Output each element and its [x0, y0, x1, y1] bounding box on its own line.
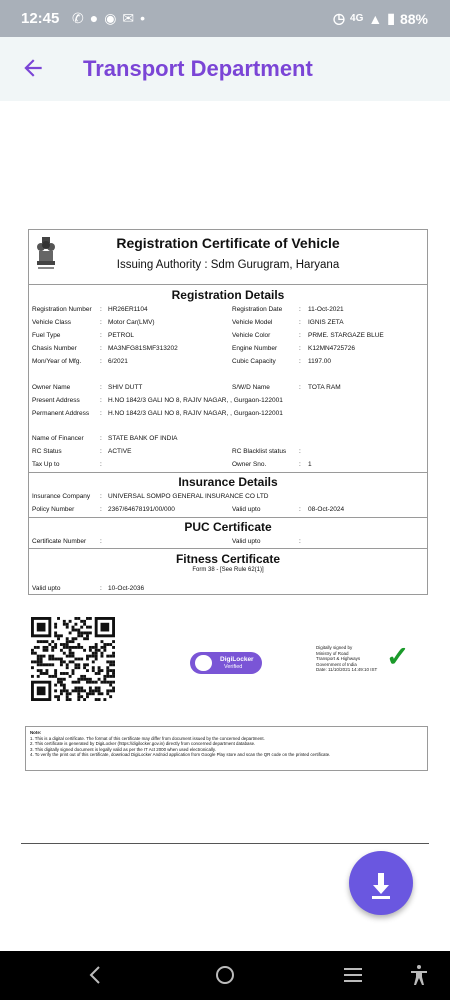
note-line: 1. This is a digital certificate. The format of this certificate may differ from document issued by the concerned department.: [30, 735, 265, 741]
back-arrow-icon[interactable]: [20, 55, 46, 81]
digital-signature: [316, 645, 396, 673]
field-value: 10-Oct-2036: [108, 585, 145, 592]
field-label: Tax Up to: [32, 461, 60, 468]
mail-icon: ✉: [122, 10, 135, 26]
field-label: Valid upto: [232, 538, 261, 545]
signal-icon: ▲: [368, 10, 383, 27]
rc-certificate: [28, 229, 428, 595]
colon: :: [299, 448, 301, 455]
field-value: MA3NFG81SMF313202: [108, 345, 178, 352]
issuing-authority: Issuing Authority : Sdm Gurugram, Haryana: [116, 259, 340, 271]
signature-line: Ministry of Road: [316, 650, 349, 656]
colon: :: [100, 585, 102, 592]
field-label: Engine Number: [232, 345, 278, 352]
colon: :: [100, 358, 102, 365]
field-label: RC Status: [32, 448, 62, 455]
field-value: IGNIS ZETA: [308, 319, 344, 326]
signature-line: Government of India: [316, 661, 357, 667]
divider: [29, 517, 427, 518]
download-button[interactable]: [349, 851, 413, 915]
alarm-icon: ◷: [332, 10, 346, 26]
field-value: STATE BANK OF INDIA: [108, 435, 178, 442]
note-line: 3. This digitally signed document is legally valid as per the IT Act 2000 when used electronically.: [30, 746, 216, 752]
app-bar: [0, 37, 450, 101]
colon: :: [100, 319, 102, 326]
field-label: S/W/D Name: [232, 384, 270, 391]
battery-level: 88%: [399, 10, 428, 27]
field-label: Owner Sno.: [232, 461, 267, 468]
page-title: Transport Department: [83, 56, 313, 81]
certificate-title: Registration Certificate of Vehicle: [116, 235, 340, 251]
colon: :: [100, 332, 102, 339]
digilocker-verified-badge: [190, 652, 262, 674]
chat-icon: ●: [89, 10, 99, 26]
field-value: 2367/64678191/00/000: [108, 506, 175, 513]
colon: :: [100, 461, 102, 468]
note-line: 2. This certificate is generated by DigiLocker (https://digilocker.gov.in) directly from concerned department database.: [30, 741, 256, 747]
colon: :: [100, 410, 102, 417]
field-value: 1197.00: [308, 358, 332, 365]
field-value: 08-Oct-2024: [308, 506, 345, 513]
nav-back-icon[interactable]: [85, 964, 107, 986]
fitness-certificate-heading: Fitness Certificate: [175, 552, 281, 566]
divider: [21, 843, 429, 844]
field-value: 1: [308, 461, 312, 468]
colon: :: [299, 384, 301, 391]
colon: :: [100, 345, 102, 352]
verified-label: Verified: [224, 664, 243, 670]
colon: :: [100, 435, 102, 442]
note-line: 4. To verify the print out of this certificate, download DigiLocker Android application from Google Play store and scan the QR code on the printed certificate.: [30, 752, 331, 758]
digilocker-label: DigiLocker: [220, 656, 254, 663]
colon: :: [299, 319, 301, 326]
signature-date: Date: 11/10/2021 14:49:10 IST: [316, 667, 378, 672]
colon: :: [100, 448, 102, 455]
field-label: Owner Name: [32, 384, 71, 391]
whatsapp-icon: ✆: [72, 10, 84, 26]
field-label: Valid upto: [32, 585, 61, 592]
colon: :: [299, 538, 301, 545]
colon: :: [100, 493, 102, 500]
field-label: Registration Date: [232, 306, 283, 313]
colon: :: [299, 332, 301, 339]
field-label: Cubic Capacity: [232, 358, 276, 365]
registration-details-heading: Registration Details: [171, 288, 285, 302]
field-label: Vehicle Class: [32, 319, 72, 326]
colon: :: [100, 397, 102, 404]
accessibility-icon[interactable]: [408, 964, 430, 986]
facebook-icon: ◉: [104, 10, 117, 26]
colon: :: [299, 461, 301, 468]
field-value: H.NO 1842/3 GALI NO 8, RAJIV NAGAR, , Gurgaon-122001: [108, 410, 283, 417]
dot-icon: •: [140, 10, 146, 26]
field-value: Motor Car(LMV): [108, 319, 155, 326]
colon: :: [299, 345, 301, 352]
insurance-details-heading: Insurance Details: [178, 475, 278, 489]
field-value: PRME. STARGAZE BLUE: [308, 332, 384, 339]
divider: [29, 548, 427, 549]
field-value: SHIV DUTT: [108, 384, 143, 391]
field-value: K12MN4725726: [308, 345, 355, 352]
field-label: RC Blacklist status: [232, 448, 287, 455]
colon: :: [299, 358, 301, 365]
download-icon: [349, 851, 413, 915]
field-label: Chasis Number: [32, 345, 77, 352]
network-label: 4G: [350, 13, 364, 24]
colon: :: [299, 306, 301, 313]
field-value: HR26ER1104: [108, 306, 148, 313]
field-label: Registration Number: [32, 306, 92, 313]
field-label: Vehicle Color: [232, 332, 271, 339]
field-value: TOTA RAM: [308, 384, 341, 391]
note-title: Note:: [30, 730, 42, 735]
field-label: Insurance Company: [32, 493, 91, 500]
status-time: 12:45: [21, 10, 60, 27]
nav-home-icon[interactable]: [214, 964, 236, 986]
divider: [29, 284, 427, 285]
field-value: 11-Oct-2021: [308, 306, 344, 313]
puc-certificate-heading: PUC Certificate: [184, 520, 272, 534]
field-value: 6/2021: [108, 358, 128, 365]
colon: :: [299, 506, 301, 513]
divider: [29, 472, 427, 473]
qr-code: [31, 617, 115, 701]
colon: :: [100, 306, 102, 313]
field-label: Vehicle Model: [232, 319, 273, 326]
field-value: ACTIVE: [108, 448, 132, 455]
colon: :: [100, 506, 102, 513]
status-bar: [0, 0, 450, 37]
note-box: [25, 726, 428, 771]
field-value: PETROL: [108, 332, 135, 339]
nav-recents-icon[interactable]: [342, 964, 364, 986]
checkmark-icon: ✓: [386, 641, 410, 672]
colon: :: [100, 384, 102, 391]
battery-icon: ▮: [387, 10, 395, 26]
field-label: Policy Number: [32, 506, 75, 513]
signature-line: Transport & Highways: [316, 656, 361, 661]
field-label: Permanent Address: [32, 410, 90, 417]
fitness-form-ref: Form 38 - [See Rule 62(1)]: [192, 567, 264, 573]
field-label: Fuel Type: [32, 332, 61, 339]
colon: :: [100, 538, 102, 545]
field-label: Present Address: [32, 397, 80, 404]
signature-line: Digitally signed by: [316, 645, 353, 650]
field-label: Name of Financer: [32, 435, 84, 442]
field-value: H.NO 1842/3 GALI NO 8, RAJIV NAGAR, , Gurgaon-122001: [108, 397, 283, 404]
field-label: Certificate Number: [32, 538, 87, 545]
field-label: Mon/Year of Mfg.: [32, 358, 82, 365]
field-label: Valid upto: [232, 506, 261, 513]
system-nav-bar: [0, 951, 450, 1000]
digilocker-icon: [195, 655, 212, 671]
field-value: UNIVERSAL SOMPO GENERAL INSURANCE CO LTD: [108, 493, 269, 500]
